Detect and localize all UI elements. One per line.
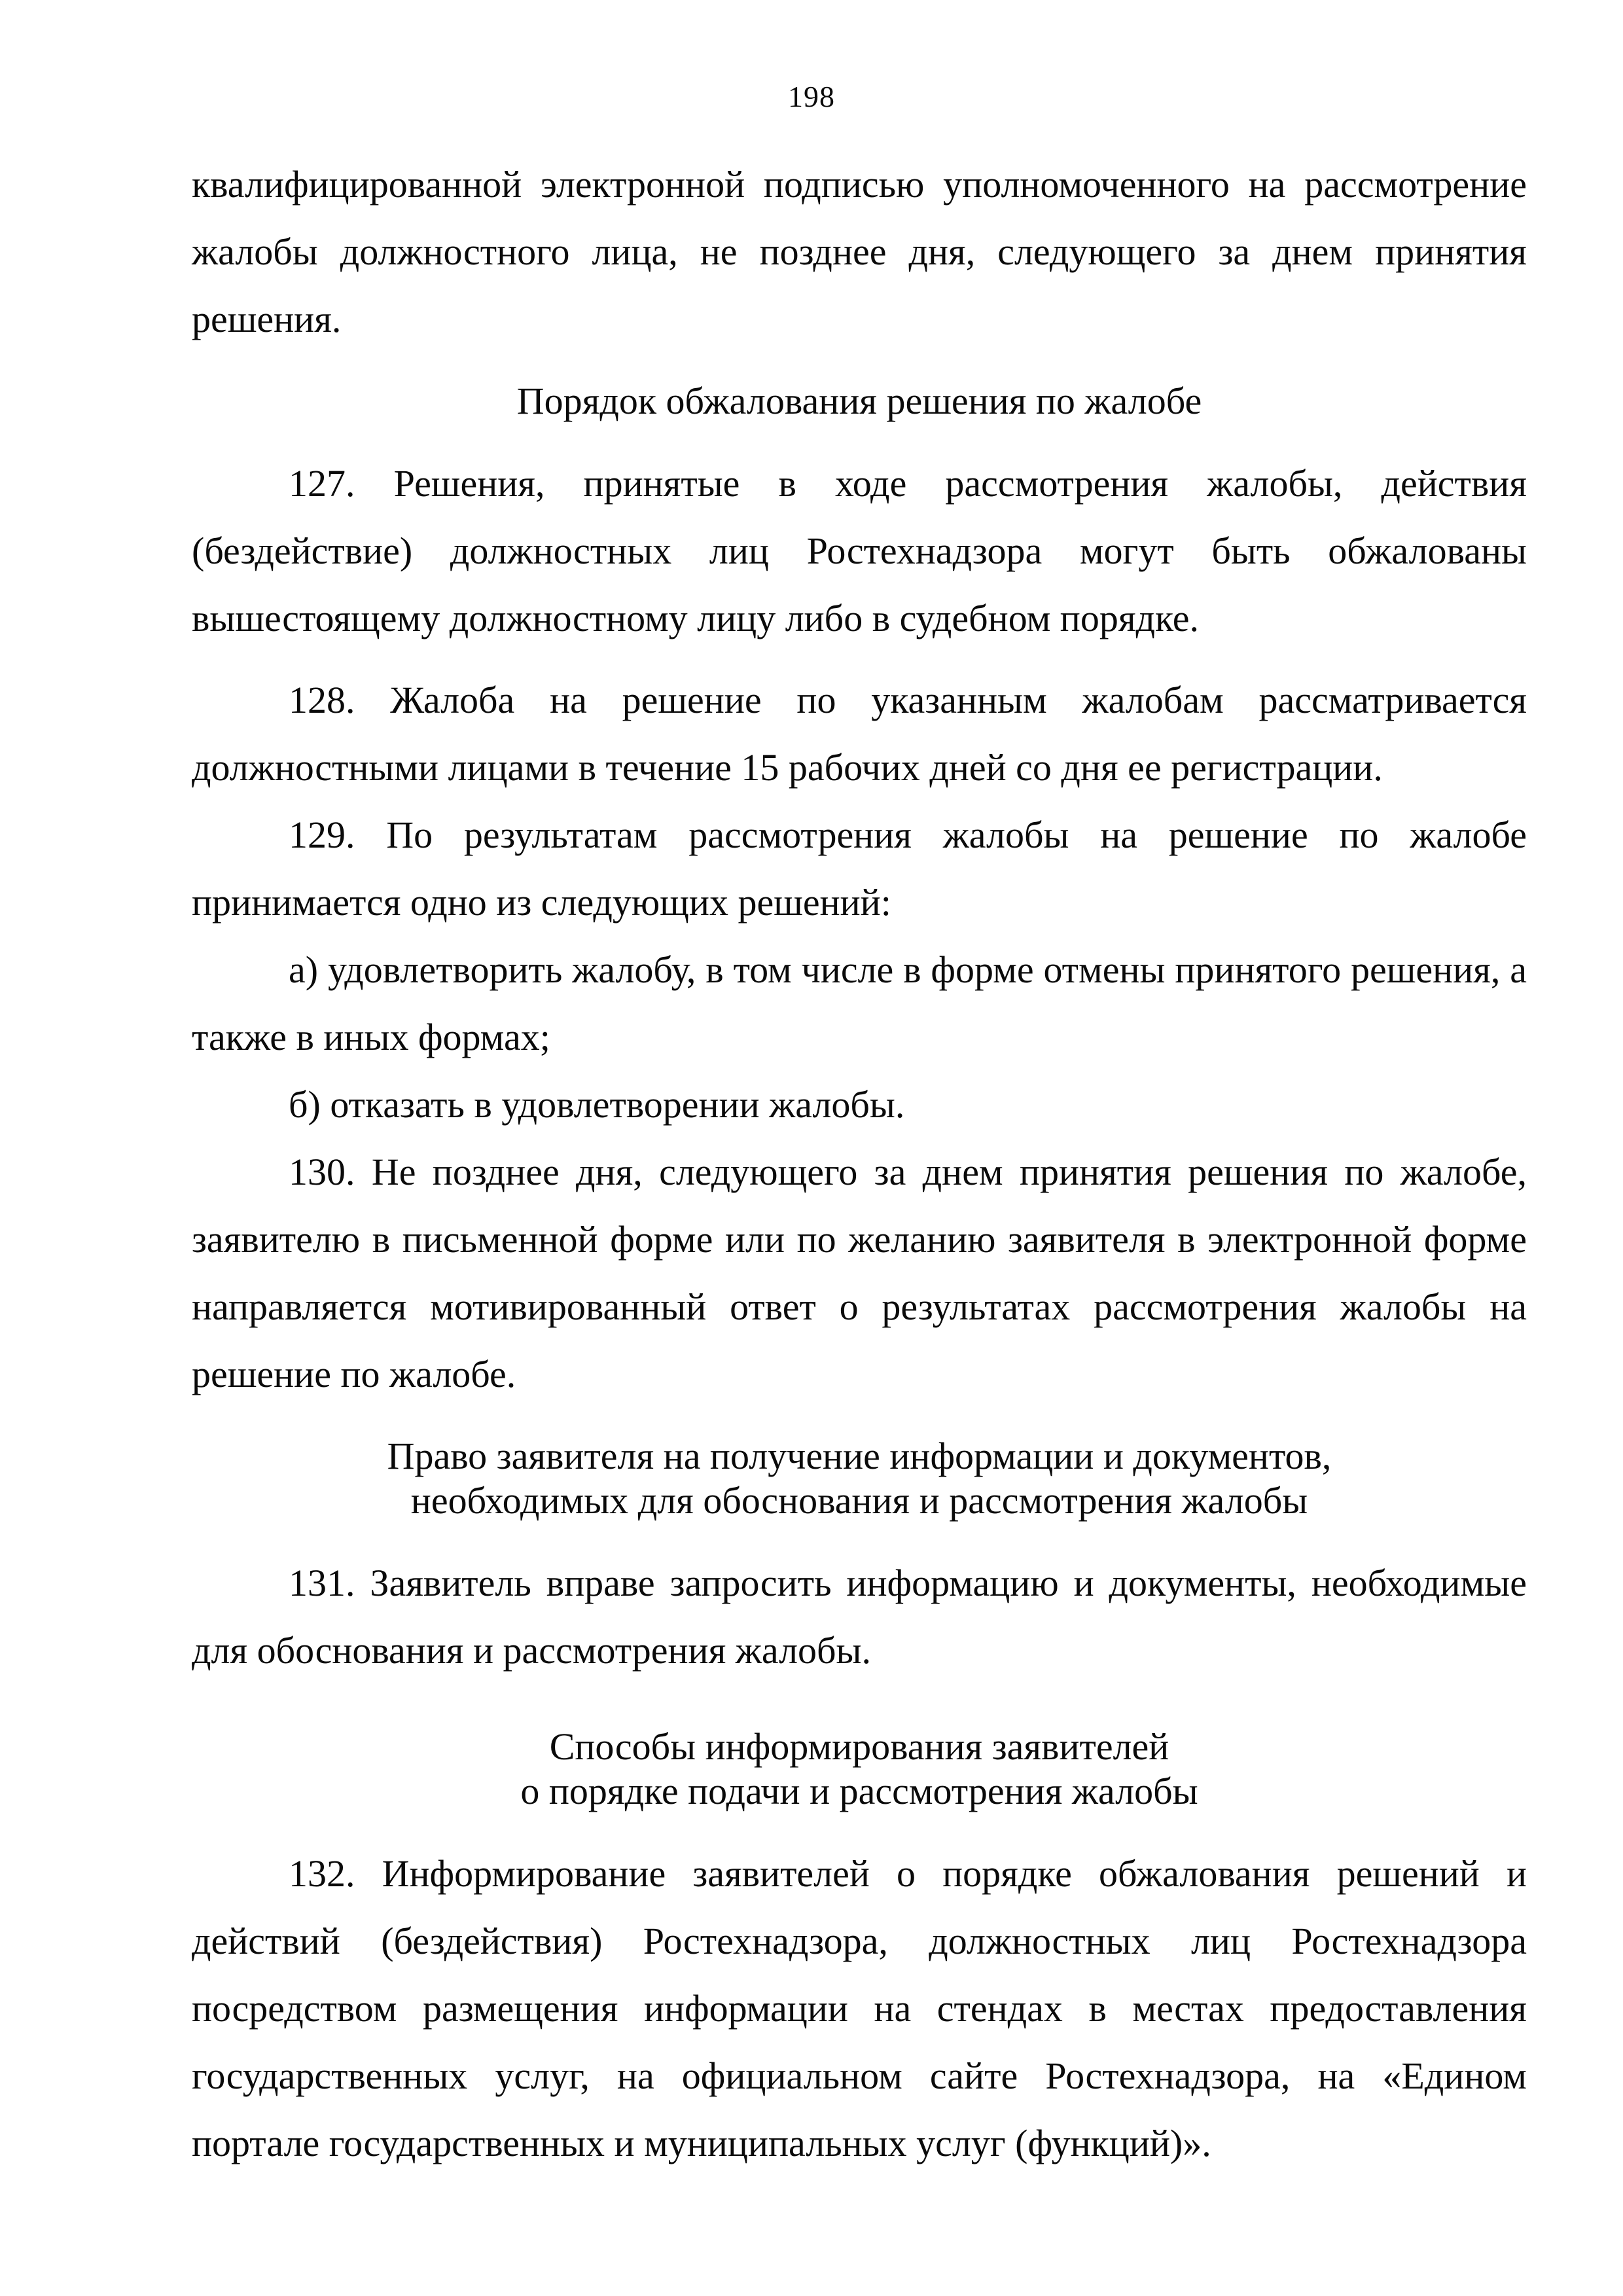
page-content (192, 151, 1527, 2177)
page-number: 198 (788, 80, 835, 113)
section-heading-appeal-procedure (192, 379, 1527, 423)
section-heading-informing-methods (192, 1725, 1527, 1814)
paragraph-130: 130. Не позднее дня, следующего за днем принятия решения по жалобе, заявителю в письменной форме или по желанию заявителя в электронной форме направляется мотивированный ответ о результатах рассмотрения жалобы на решение по жалобе. (192, 1151, 1527, 1395)
paragraph-129: 129. По результатам рассмотрения жалобы на решение по жалобе принимается одно из следующих решений: (192, 814, 1527, 924)
paragraph-128: 128. Жалоба на решение по указанным жалобам рассматривается должностными лицами в течение 15 рабочих дней со дня ее регистрации. (192, 679, 1527, 789)
paragraph-129-a: а) удовлетворить жалобу, в том числе в форме отмены принятого решения, а также в иных формах; (192, 948, 1527, 1058)
paragraph-131: 131. Заявитель вправе запросить информацию и документы, необходимые для обоснования и рассмотрения жалобы. (192, 1562, 1527, 1672)
heading-line: Способы информирования заявителей (549, 1725, 1169, 1768)
paragraph-129-b: б) отказать в удовлетворении жалобы. (289, 1083, 905, 1126)
heading-line: о порядке подачи и рассмотрения жалобы (520, 1770, 1198, 1812)
section-heading-right-to-information (192, 1434, 1527, 1523)
heading-line: Порядок обжалования решения по жалобе (516, 380, 1202, 422)
paragraph-intro: квалифицированной электронной подписью уполномоченного на рассмотрение жалобы должностного лица, не позднее дня, следующего за днем принятия решения. (192, 163, 1527, 340)
paragraph-127: 127. Решения, принятые в ходе рассмотрения жалобы, действия (бездействие) должностных лиц Ростехнадзора могут быть обжалованы вышестоящему должностному лицу либо в судебном порядке. (192, 462, 1527, 639)
heading-line: Право заявителя на получение информации и документов, (387, 1435, 1332, 1477)
heading-line: необходимых для обоснования и рассмотрения жалобы (410, 1479, 1308, 1522)
paragraph-132: 132. Информирование заявителей о порядке обжалования решений и действий (бездействия) Ростехнадзора, должностных лиц Ростехнадзора посредством размещения информации на стендах в местах предоставления государственных услуг, на официальном сайте Ростехнадзора, на «Едином портале государственных и муниципальных услуг (функций)». (192, 1852, 1527, 2164)
